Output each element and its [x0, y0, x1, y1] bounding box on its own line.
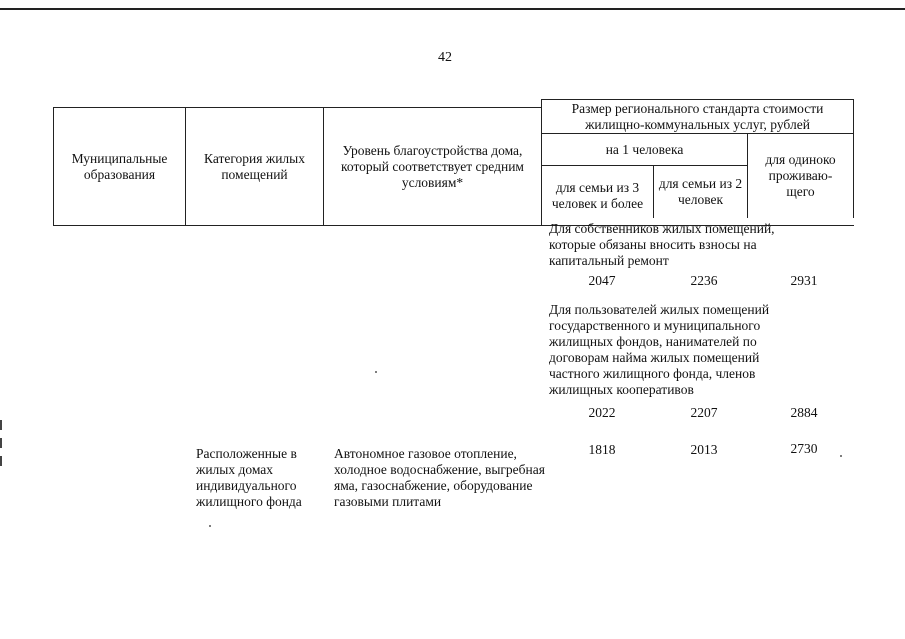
edge-mark	[0, 420, 2, 430]
scan-speck	[840, 455, 842, 457]
row-level: Автономное газовое отопление, холодное водоснабжение, выгребная яма, газоснабжение, оборудование газовыми плитами	[334, 446, 545, 509]
header-level: Уровень благоустройства дома, который соответствует средним условиям*	[341, 142, 524, 190]
top-rule-mark	[0, 0, 70, 10]
table-header	[53, 99, 853, 219]
value-single: 2931	[790, 273, 818, 288]
value-family3: 2047	[588, 273, 616, 288]
section-title-users: Для пользователей жилых помещений государственного и муниципального жилищных фондов, нанимателей по договорам найма жилых помещений частного жилищного фонда, членов жилищных кооперативов	[549, 302, 770, 397]
value-family3: 2022	[588, 405, 616, 420]
header-standard-size: Размер регионального стандарта стоимости жилищно-коммунальных услуг, рублей	[571, 100, 824, 132]
header-category: Категория жилых помещений	[204, 150, 305, 182]
header-municipal: Муниципальные образования	[71, 150, 168, 182]
header-family3: для семьи из 3 человек и более	[551, 179, 644, 211]
value-single: 2730	[790, 441, 818, 456]
value-family2: 2013	[690, 442, 718, 457]
value-family2: 2207	[690, 405, 718, 420]
value-single: 2884	[790, 405, 818, 420]
top-rule	[0, 8, 905, 10]
section-title-owners: Для собственников жилых помещений, которые обязаны вносить взносы на капитальный ремонт	[549, 221, 775, 268]
edge-mark	[0, 438, 2, 448]
scan-speck	[375, 371, 377, 373]
edge-mark	[0, 456, 2, 466]
value-family2: 2236	[690, 273, 718, 288]
row-category: Расположенные в жилых домах индивидуального жилищного фонда	[196, 446, 302, 509]
header-family2: для семьи из 2 человек	[658, 176, 743, 207]
header-per-person: на 1 человека	[605, 141, 684, 157]
page-number: 42	[438, 50, 452, 65]
value-family3: 1818	[588, 442, 616, 457]
header-single: для одиноко проживаю-щего	[765, 152, 836, 199]
scan-speck	[209, 525, 211, 527]
